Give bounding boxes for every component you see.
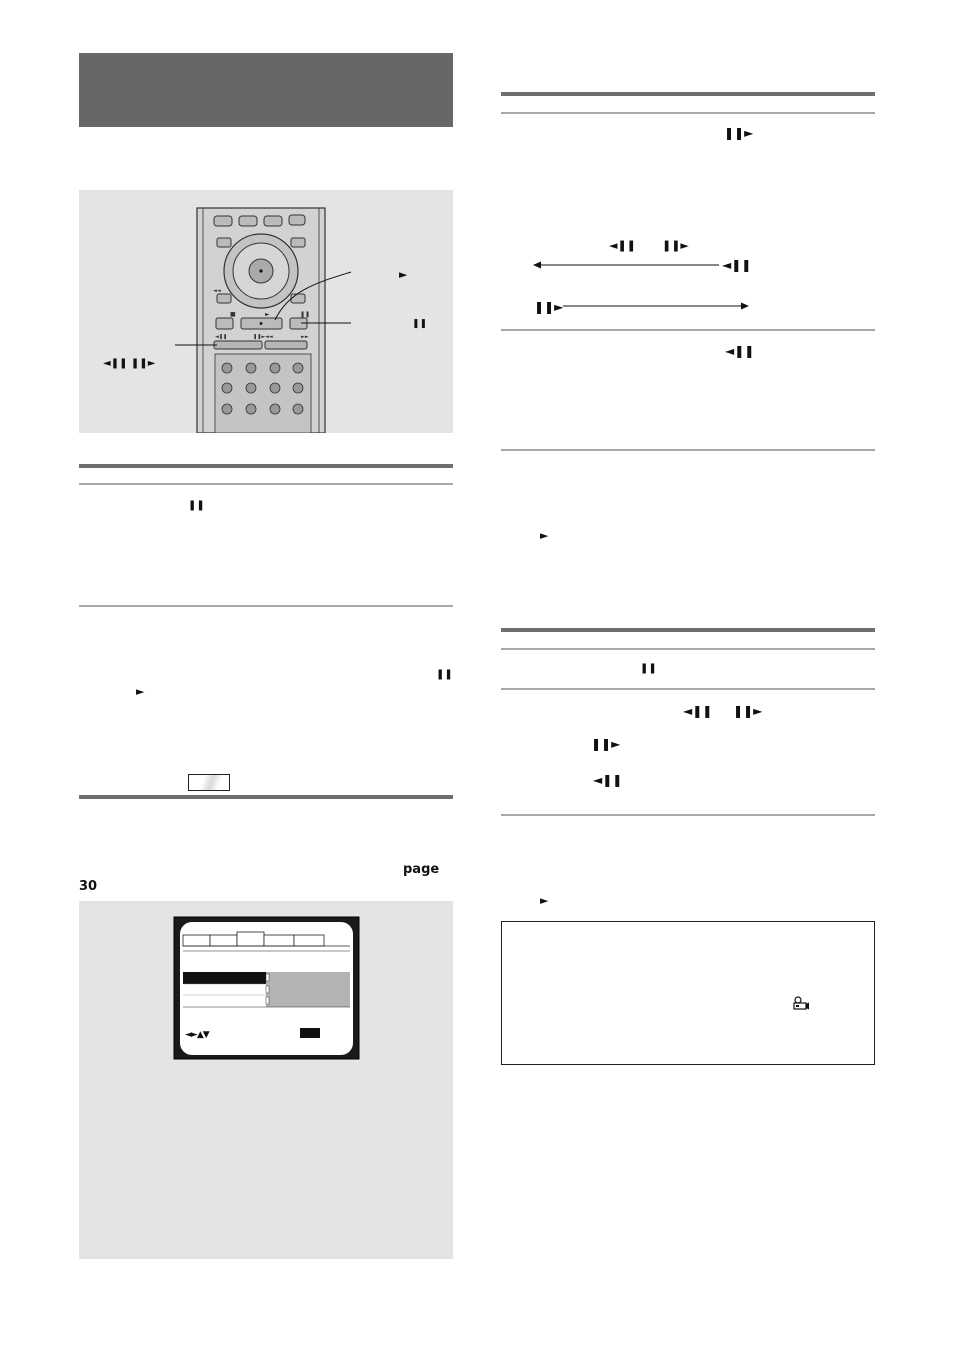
callout-play-icon: ►: [399, 268, 408, 281]
svg-text:►: ►: [265, 311, 270, 318]
subsection-rule: [79, 605, 453, 607]
menu-exit-button: [300, 1028, 320, 1038]
page-reference-number: 30: [79, 879, 98, 894]
step-back-icon: ◄❚❚: [593, 773, 623, 787]
section-rule: [79, 795, 453, 799]
svg-text:❚❚: ❚❚: [300, 311, 311, 318]
play-icon: ►: [540, 529, 549, 542]
step-back-icon: ◄❚❚: [683, 704, 713, 718]
pause-icon: ❚❚: [640, 663, 657, 674]
section-rule: [501, 628, 875, 632]
step-back-icon: ◄❚❚: [725, 344, 755, 358]
menu-tab: [294, 935, 324, 946]
step-forward-icon: ❚❚►: [591, 737, 621, 751]
callout-pause-icon: ❚❚: [412, 319, 428, 329]
svg-text:❚❚►: ❚❚►: [253, 334, 266, 340]
step-forward-icon: ❚❚►: [662, 239, 689, 252]
menu-tab: [210, 935, 237, 946]
page-reference-word: page: [403, 862, 440, 877]
subsection-rule: [501, 449, 875, 451]
tv-screen-illustration: [79, 901, 453, 1061]
subsection-rule: [501, 688, 875, 690]
pause-icon: ❚❚: [188, 500, 205, 511]
setup-screen-panel: [79, 901, 453, 1259]
subsection-rule: [501, 112, 875, 114]
remote-illustration-panel: [79, 190, 453, 433]
section-rule: [79, 464, 453, 468]
step-forward-icon: ❚❚►: [724, 126, 754, 140]
step-forward-icon: ❚❚►: [534, 300, 564, 314]
svg-text:■: ■: [230, 311, 236, 318]
reverse-direction-arrow: [533, 260, 733, 270]
camera-angle-icon: [792, 996, 810, 1012]
menu-selected-row: [183, 972, 266, 984]
menu-tab: [183, 935, 210, 946]
remote-control-illustration: [79, 190, 453, 433]
svg-text:◄◄: ◄◄: [213, 288, 221, 294]
callout-step-icons: ◄❚❚ ❚❚►: [103, 358, 156, 369]
svg-text:◄❚❚: ◄❚❚: [215, 334, 228, 340]
play-icon: ►: [540, 894, 549, 907]
section-header-bar: [79, 53, 453, 127]
cursor-arrows-icon: ◄►▲▼: [185, 1030, 209, 1040]
note-badge: [188, 774, 230, 791]
menu-tab: [264, 935, 294, 946]
subsection-rule: [501, 814, 875, 816]
subsection-rule: [501, 329, 875, 331]
menu-tab: [237, 932, 264, 946]
svg-text:◄◄: ◄◄: [265, 334, 273, 340]
subsection-rule: [79, 483, 453, 485]
step-back-icon: ◄❚❚: [722, 258, 752, 272]
subsection-rule: [501, 648, 875, 650]
pause-icon: ❚❚: [436, 669, 453, 680]
svg-text:►►: ►►: [301, 334, 309, 340]
play-icon: ►: [136, 685, 145, 698]
step-back-icon: ◄❚❚: [609, 239, 636, 252]
step-forward-icon: ❚❚►: [733, 704, 763, 718]
note-box: [501, 921, 875, 1065]
section-rule: [501, 92, 875, 96]
menu-options-box: [266, 972, 350, 1007]
forward-direction-arrow: [563, 301, 753, 311]
